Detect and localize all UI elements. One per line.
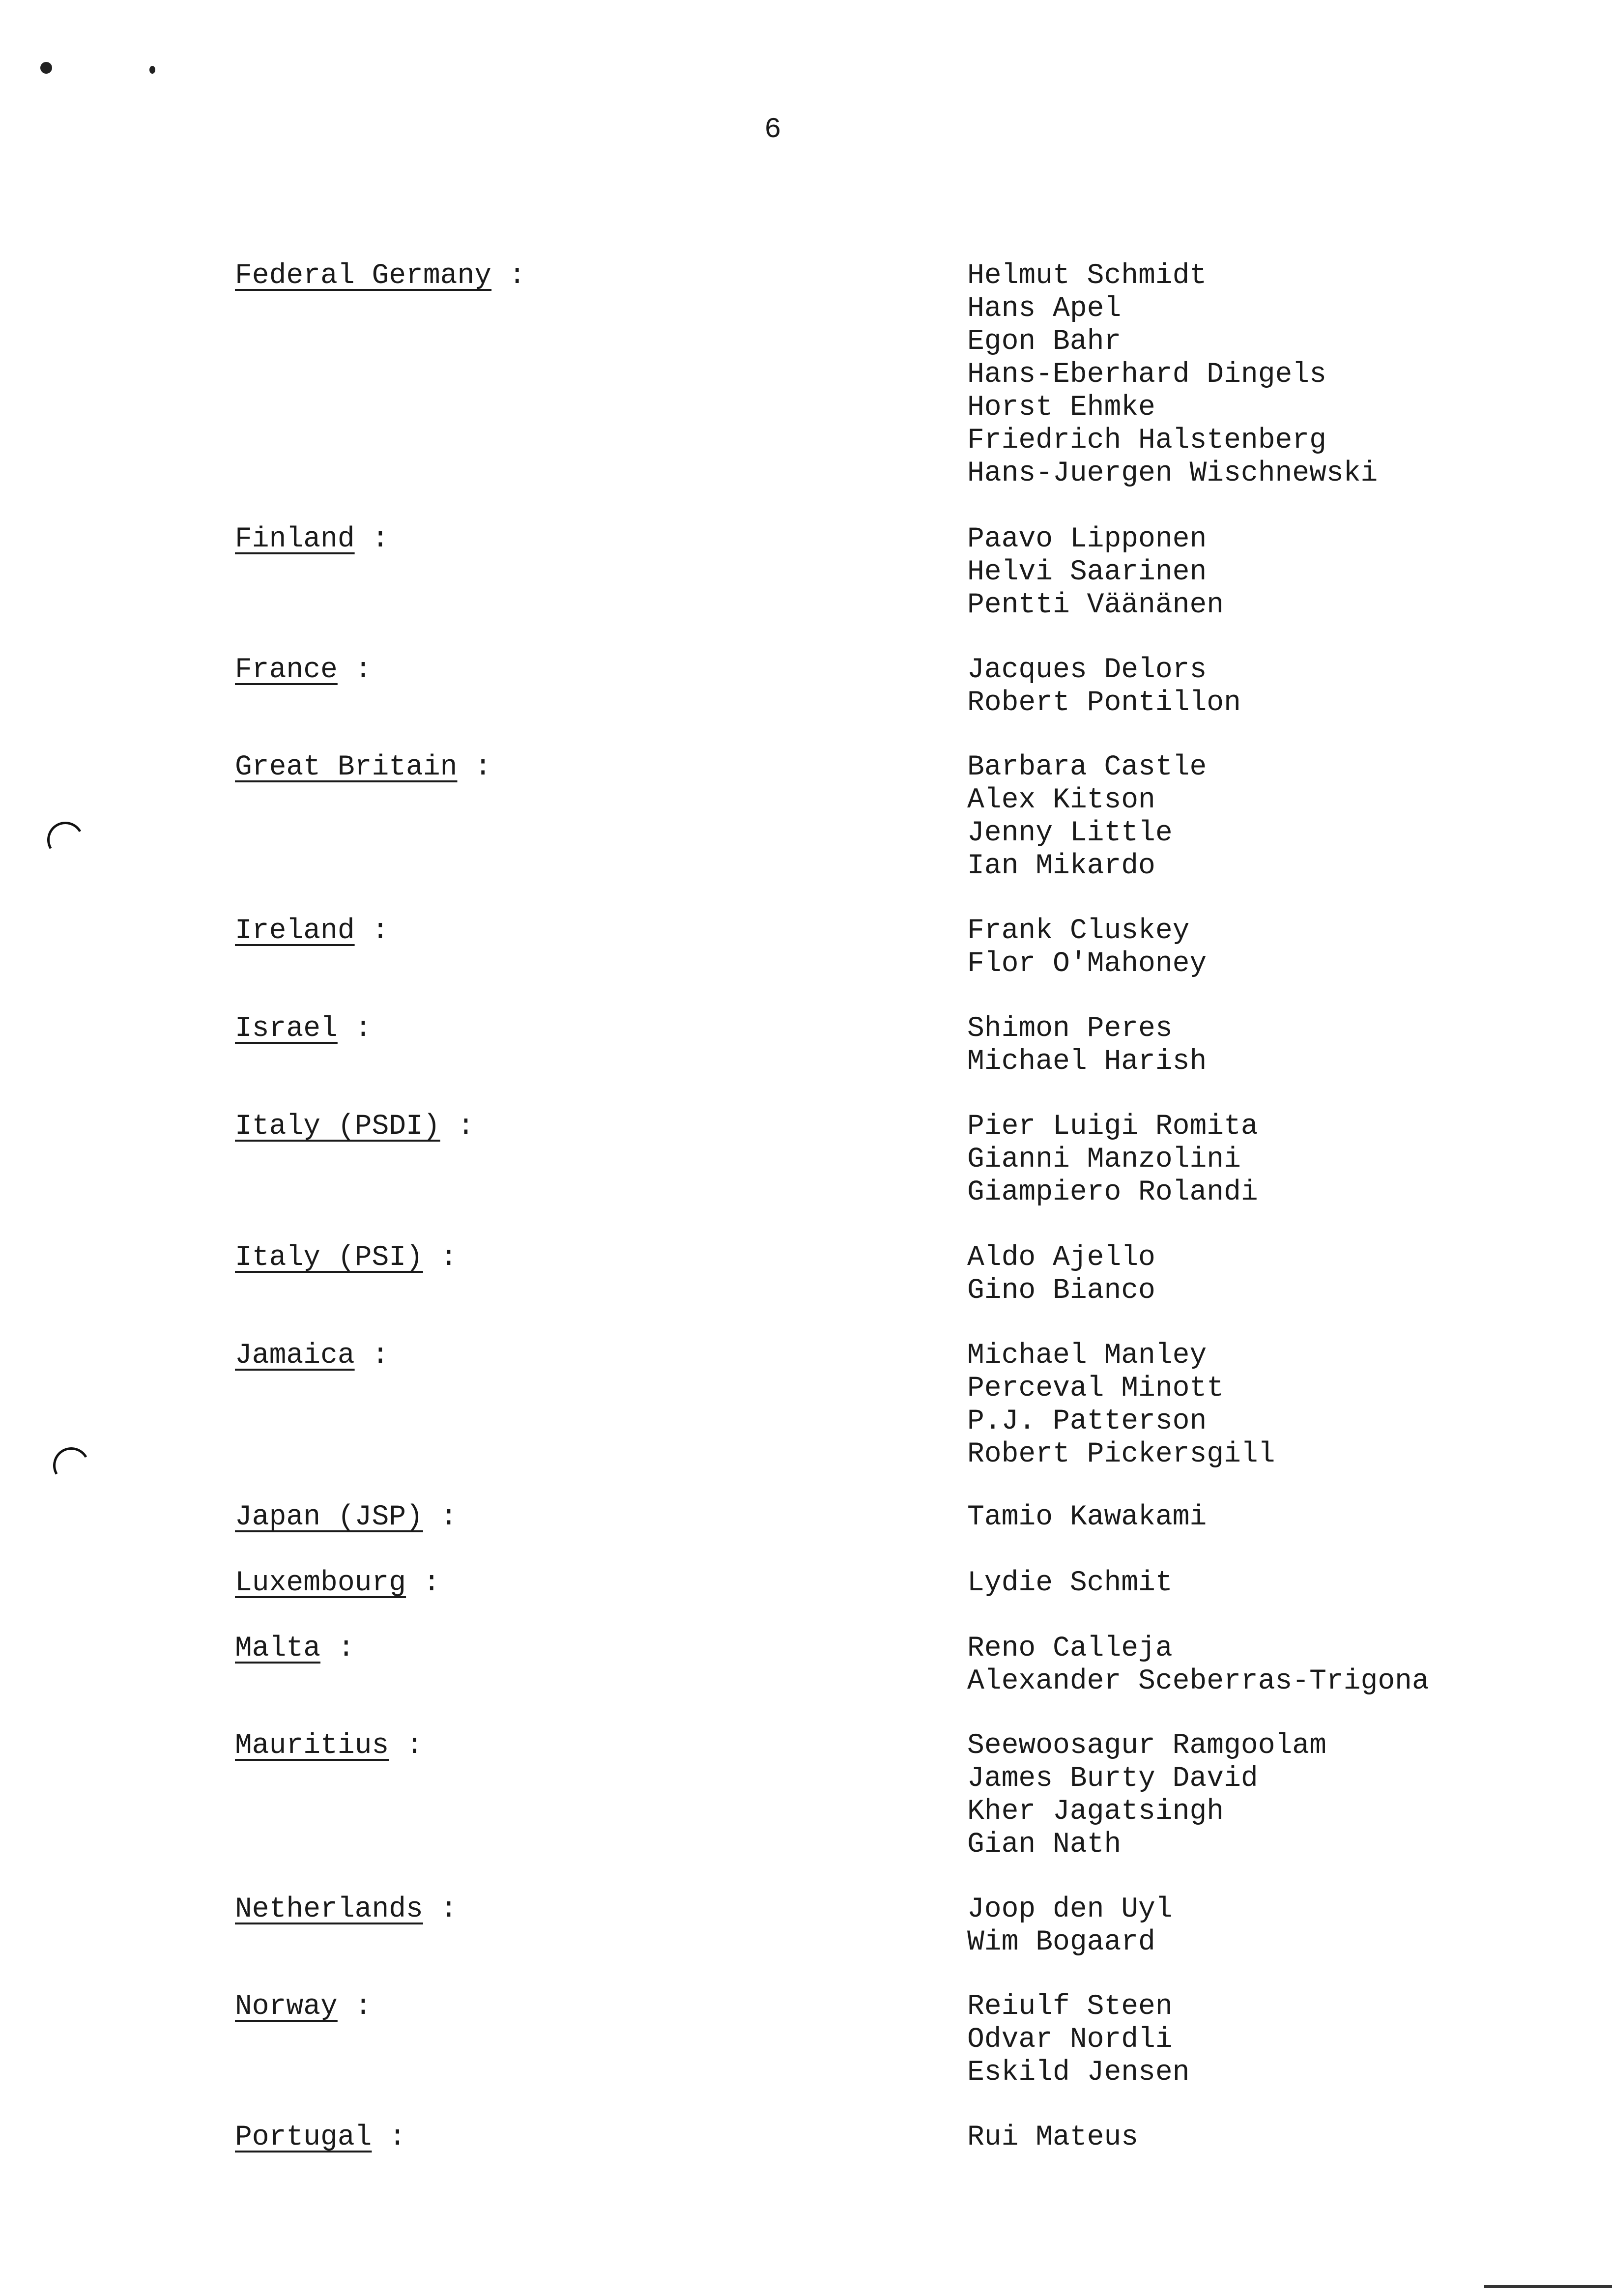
country-name: Portugal — [235, 2122, 372, 2153]
country-label — [235, 915, 389, 947]
country-label — [235, 1632, 355, 1665]
delegate-names — [967, 1501, 1207, 1534]
delegate-name: Hans-Juergen Wischnewski — [967, 458, 1378, 489]
delegate-name: Wim Bogaard — [967, 1926, 1155, 1958]
country-colon: : — [372, 2122, 406, 2153]
delegate-names — [967, 751, 1207, 883]
delegate-names — [967, 915, 1207, 980]
country-name: Israel — [235, 1013, 338, 1045]
delegate-name: Michael Harish — [967, 1046, 1207, 1078]
delegate-name: Aldo Ajello — [967, 1242, 1155, 1274]
delegate-name: Perceval Minott — [967, 1373, 1224, 1405]
country-colon: : — [354, 915, 389, 947]
country-colon: : — [423, 1242, 458, 1274]
delegate-name: Alex Kitson — [967, 784, 1155, 816]
country-name: Italy (PSI) — [235, 1242, 423, 1274]
country-colon: : — [491, 260, 526, 292]
country-colon: : — [337, 1013, 372, 1045]
delegate-name: Hans Apel — [967, 293, 1122, 325]
delegate-name: Hans-Eberhard Dingels — [967, 359, 1326, 391]
delegate-name: Horst Ehmke — [967, 392, 1155, 424]
country-label — [235, 523, 389, 556]
delegate-names — [967, 1729, 1326, 1861]
country-name: France — [235, 654, 338, 686]
delegate-name: P.J. Patterson — [967, 1406, 1207, 1437]
country-colon: : — [457, 751, 492, 783]
delegate-name: Rui Mateus — [967, 2122, 1139, 2153]
country-label — [235, 1567, 440, 1600]
delegate-name: Robert Pickersgill — [967, 1438, 1275, 1470]
delegate-name: Lydie Schmit — [967, 1567, 1173, 1599]
country-colon: : — [423, 1894, 458, 1925]
delegate-names — [967, 1632, 1429, 1698]
country-colon: : — [337, 1991, 372, 2023]
delegate-name: Jenny Little — [967, 817, 1173, 849]
country-colon: : — [354, 523, 389, 555]
delegate-name: Eskild Jensen — [967, 2057, 1190, 2089]
country-name: Finland — [235, 523, 355, 555]
delegate-name: Gino Bianco — [967, 1275, 1155, 1307]
scan-speck — [149, 66, 155, 74]
punch-hole-mark — [43, 818, 88, 862]
delegate-name: Shimon Peres — [967, 1013, 1173, 1045]
country-name: Italy (PSDI) — [235, 1111, 440, 1143]
country-name: Japan (JSP) — [235, 1501, 423, 1533]
delegate-name: Friedrich Halstenberg — [967, 425, 1326, 457]
delegate-name: Giampiero Rolandi — [967, 1177, 1258, 1208]
scan-speck — [40, 62, 52, 74]
punch-hole-mark — [49, 1443, 94, 1488]
country-label — [235, 2121, 406, 2154]
delegate-name: Reno Calleja — [967, 1633, 1173, 1665]
delegate-names — [967, 1567, 1173, 1600]
country-name: Mauritius — [235, 1730, 389, 1762]
delegate-name: Alexander Sceberras-Trigona — [967, 1665, 1429, 1697]
country-label — [235, 1012, 372, 1045]
country-colon: : — [337, 654, 372, 686]
delegate-name: Pentti Väänänen — [967, 589, 1224, 621]
country-colon: : — [423, 1501, 458, 1533]
delegate-name: Barbara Castle — [967, 751, 1207, 783]
country-label — [235, 654, 372, 687]
page-number: 6 — [764, 114, 781, 146]
delegate-name: Jacques Delors — [967, 654, 1207, 686]
delegate-names — [967, 1241, 1155, 1307]
country-label — [235, 259, 526, 292]
delegate-names — [967, 523, 1224, 622]
delegate-name: Paavo Lipponen — [967, 523, 1207, 555]
country-name: Luxembourg — [235, 1567, 406, 1599]
delegate-name: Gian Nath — [967, 1829, 1122, 1861]
country-label — [235, 1110, 474, 1143]
delegate-name: Kher Jagatsingh — [967, 1796, 1224, 1828]
country-label — [235, 1241, 458, 1274]
country-label — [235, 1990, 372, 2023]
country-name: Great Britain — [235, 751, 458, 783]
country-label — [235, 1729, 423, 1762]
delegate-name: Reiulf Steen — [967, 1991, 1173, 2023]
country-name: Netherlands — [235, 1894, 423, 1925]
delegate-names — [967, 654, 1241, 719]
delegate-names — [967, 1893, 1173, 1959]
country-name: Norway — [235, 1991, 338, 2023]
delegate-name: Tamio Kawakami — [967, 1501, 1207, 1533]
country-name: Ireland — [235, 915, 355, 947]
country-colon: : — [389, 1730, 423, 1762]
delegate-name: Ian Mikardo — [967, 850, 1155, 882]
delegate-names — [967, 1012, 1207, 1078]
country-label — [235, 1893, 458, 1926]
country-label — [235, 1501, 458, 1534]
delegate-name: Frank Cluskey — [967, 915, 1190, 947]
delegate-name: Helmut Schmidt — [967, 260, 1207, 292]
delegate-name: Gianni Manzolini — [967, 1144, 1241, 1176]
scan-edge-line — [1484, 2285, 1612, 2288]
country-label — [235, 1339, 389, 1372]
delegate-name: Pier Luigi Romita — [967, 1111, 1258, 1143]
delegate-name: Egon Bahr — [967, 326, 1122, 358]
delegate-name: Joop den Uyl — [967, 1894, 1173, 1925]
country-colon: : — [440, 1111, 475, 1143]
country-label — [235, 751, 491, 784]
delegate-name: Odvar Nordli — [967, 2024, 1173, 2056]
delegate-names — [967, 259, 1378, 490]
delegate-names — [967, 1990, 1189, 2089]
delegate-name: Seewoosagur Ramgoolam — [967, 1730, 1326, 1762]
delegate-names — [967, 2121, 1138, 2154]
country-colon: : — [320, 1633, 355, 1665]
delegate-name: James Burty David — [967, 1763, 1258, 1795]
delegate-names — [967, 1110, 1258, 1209]
country-name: Jamaica — [235, 1340, 355, 1372]
delegate-name: Flor O'Mahoney — [967, 948, 1207, 980]
country-name: Federal Germany — [235, 260, 492, 292]
country-name: Malta — [235, 1633, 321, 1665]
delegate-names — [967, 1339, 1275, 1471]
country-colon: : — [406, 1567, 440, 1599]
delegate-name: Helvi Saarinen — [967, 556, 1207, 588]
delegate-name: Michael Manley — [967, 1340, 1207, 1372]
delegate-name: Robert Pontillon — [967, 687, 1241, 719]
country-colon: : — [354, 1340, 389, 1372]
